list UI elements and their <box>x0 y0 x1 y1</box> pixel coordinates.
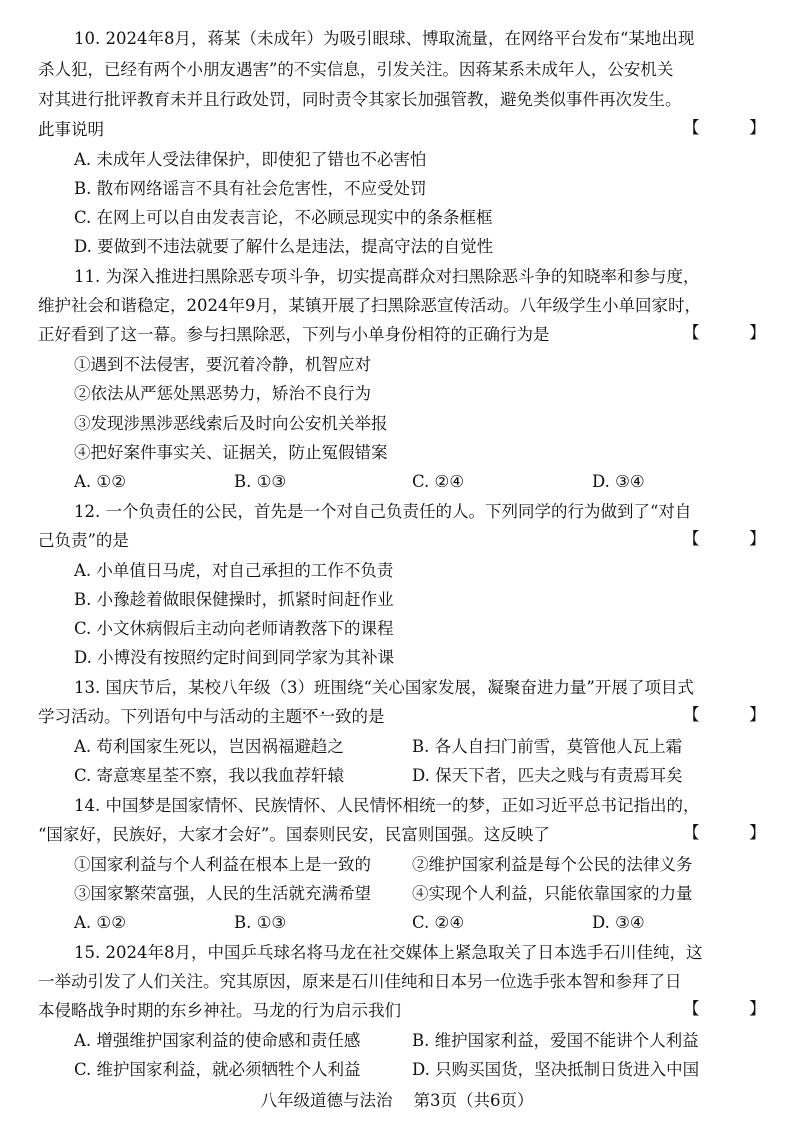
q14-option-b: B. ①③ <box>234 913 287 932</box>
q10-stem-line-4: 此事说明 <box>38 120 104 139</box>
page-footer: 八年级道德与法治 第3页（共6页） <box>260 1091 534 1110</box>
q11-item-2: ②依法从严惩处黑恶势力，矫治不良行为 <box>74 384 371 403</box>
q10-option-c: C. 在网上可以自由发表言论，不必顾忌现实中的条条框框 <box>74 208 493 227</box>
q12-option-a: A. 小单值日马虎，对自己承担的工作不负责 <box>74 561 394 580</box>
q15-option-d: D. 只购买国货，坚决抵制日货进入中国 <box>412 1060 700 1079</box>
q12-stem-line-2: 己负责”的是 <box>38 531 129 550</box>
q11-option-d: D. ③④ <box>592 472 645 491</box>
q14-option-d: D. ③④ <box>592 913 645 932</box>
q15-option-c: C. 维护国家利益，就必须牺牲个人利益 <box>74 1060 361 1079</box>
q11-option-c: C. ②④ <box>412 472 465 491</box>
q15-stem-line-2: 一举动引发了人们关注。究其原因，原来是石川佳纯和日本另一位选手张本智和参拜了日 <box>38 972 682 991</box>
q13-emphasis-text: 不一致 • • • <box>302 707 352 726</box>
q14-answer-bracket[interactable]: 【 】 <box>683 823 766 842</box>
q11-option-a: A. ①② <box>74 472 126 491</box>
q11-option-b: B. ①③ <box>234 472 287 491</box>
q12-option-d: D. 小博没有按照约定时间到同学家为其补课 <box>74 648 395 667</box>
q14-stem-line-2: “国家好，民族好，大家才会好”。国泰则民安，民富则国强。这反映了 <box>38 825 550 844</box>
q12-option-b: B. 小豫趁着做眼保健操时，抓紧时间赶作业 <box>74 590 394 609</box>
q14-item-1: ①国家利益与个人利益在根本上是一致的 <box>74 855 371 874</box>
q11-answer-bracket[interactable]: 【 】 <box>683 323 766 342</box>
q11-stem-line-2: 维护社会和谐稳定，2024年9月，某镇开展了扫黑除恶宣传活动。八年级学生小单回家时， <box>38 296 701 315</box>
q15-stem-line-1: 15. 2024年8月，中国乒乓球名将马龙在社交媒体上紧急取关了日本选手石川佳纯，这 <box>74 943 703 962</box>
q14-option-a: A. ①② <box>74 913 126 932</box>
q11-item-1: ①遇到不法侵害，要沉着冷静，机智应对 <box>74 355 371 374</box>
q13-stem-post: 的是 <box>351 707 385 726</box>
q10-option-d: D. 要做到不违法就要了解什么是违法，提高守法的自觉性 <box>74 237 494 256</box>
q14-stem-line-1: 14. 中国梦是国家情怀、民族情怀、人民情怀相统一的梦，正如习近平总书记指出的， <box>74 796 700 815</box>
q13-answer-bracket[interactable]: 【 】 <box>683 705 766 724</box>
q14-item-2: ②维护国家利益是每个公民的法律义务 <box>412 855 693 874</box>
q14-option-c: C. ②④ <box>412 913 465 932</box>
q11-item-4: ④把好案件事实关、证据关，防止冤假错案 <box>74 443 388 462</box>
q13-stem-line-1: 13. 国庆节后，某校八年级（3）班围绕“关心国家发展，凝聚奋进力量”开展了项目式 <box>74 678 694 697</box>
q10-option-a: A. 未成年人受法律保护，即使犯了错也不必害怕 <box>74 150 427 169</box>
q13-option-b: B. 各人自扫门前雪，莫管他人瓦上霜 <box>412 737 683 756</box>
q15-option-a: A. 增强维护国家利益的使命感和责任感 <box>74 1031 361 1050</box>
q13-stem-pre: 学习活动。下列语句中与活动的主题 <box>38 707 302 726</box>
q10-stem-line-3: 对其进行批评教育未并且行政处罚，同时责令其家长加强管教，避免类似事件再次发生。 <box>38 90 682 109</box>
q15-stem-line-3: 本侵略战争时期的东乡神社。马龙的行为启示我们 <box>38 1001 401 1020</box>
q11-stem-line-3: 正好看到了这一幕。参与扫黑除恶，下列与小单身份相符的正确行为是 <box>38 325 550 344</box>
q15-option-b: B. 维护国家利益，爱国不能讲个人利益 <box>412 1031 699 1050</box>
q14-item-4: ④实现个人利益，只能依靠国家的力量 <box>412 884 693 903</box>
q13-stem-line-2 <box>38 706 385 728</box>
q13-option-a: A. 苟利国家生死以，岂因祸福避趋之 <box>74 737 344 756</box>
q10-option-b: B. 散布网络谣言不具有社会危害性，不应受处罚 <box>74 179 427 198</box>
q11-stem-line-1: 11. 为深入推进扫黑除恶专项斗争，切实提高群众对扫黑除恶斗争的知晓率和参与度， <box>74 267 700 286</box>
q12-option-c: C. 小文休病假后主动向老师请教落下的课程 <box>74 619 394 638</box>
q15-answer-bracket[interactable]: 【 】 <box>683 999 766 1018</box>
q10-stem-line-1: 10. 2024年8月，蒋某（未成年）为吸引眼球、博取流量，在网络平台发布“某地出现 <box>74 29 695 48</box>
q11-item-3: ③发现涉黑涉恶线索后及时向公安机关举报 <box>74 414 388 433</box>
q13-option-c: C. 寄意寒星荃不察，我以我血荐轩辕 <box>74 766 345 785</box>
q13-option-d: D. 保天下者，匹夫之贱与有责焉耳矣 <box>412 766 683 785</box>
q14-item-3: ③国家繁荣富强，人民的生活就充满希望 <box>74 884 371 903</box>
q12-answer-bracket[interactable]: 【 】 <box>683 529 766 548</box>
q10-answer-bracket[interactable]: 【 】 <box>683 118 766 137</box>
q10-stem-line-2: 杀人犯，已经有两个小朋友遇害”的不实信息，引发关注。因蒋某系未成年人，公安机关 <box>38 60 674 79</box>
q12-stem-line-1: 12. 一个负责任的公民，首先是一个对自己负责任的人。下列同学的行为做到了“对自 <box>74 502 692 521</box>
